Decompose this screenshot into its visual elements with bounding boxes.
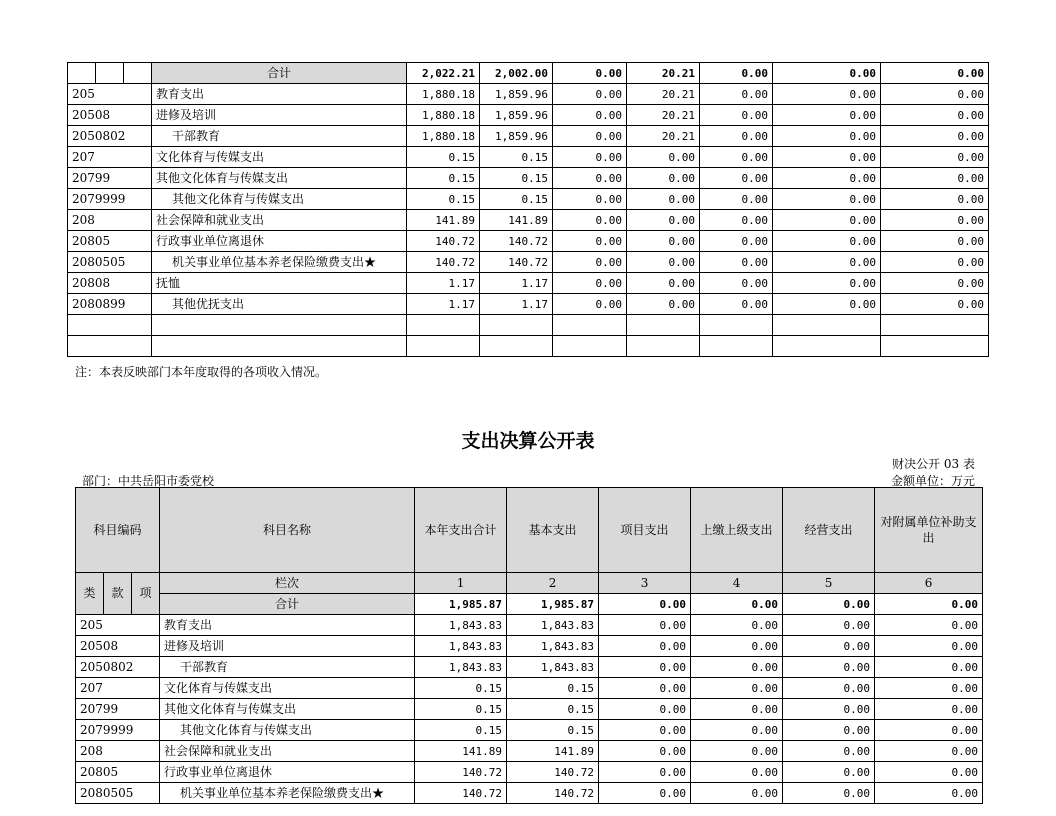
amount-cell: 1,859.96 [480, 84, 553, 105]
expenditure-total-value: 0.00 [783, 594, 875, 615]
empty-cell [553, 315, 627, 336]
header-row [76, 488, 983, 573]
income-row [68, 231, 989, 252]
amount-cell: 140.72 [415, 762, 507, 783]
empty-cell [700, 315, 773, 336]
subject-code: 207 [76, 678, 160, 699]
amount-cell: 0.00 [691, 783, 783, 804]
amount-cell: 0.00 [881, 168, 989, 189]
subject-name: 干部教育 [152, 126, 407, 147]
empty-row [68, 315, 989, 336]
income-row [68, 105, 989, 126]
amount-cell: 140.72 [407, 252, 480, 273]
header-col: 经营支出 [783, 488, 875, 573]
amount-cell: 0.00 [599, 678, 691, 699]
header-lei: 类 [76, 573, 104, 615]
empty-cell [68, 336, 152, 357]
subject-code: 2050802 [68, 126, 152, 147]
income-code-cell-xiang [124, 63, 152, 84]
amount-cell: 0.00 [783, 762, 875, 783]
subject-code: 205 [68, 84, 152, 105]
amount-cell: 0.00 [553, 252, 627, 273]
amount-cell: 0.00 [783, 741, 875, 762]
amount-cell: 0.00 [700, 84, 773, 105]
amount-cell: 0.00 [691, 741, 783, 762]
amount-cell: 1,859.96 [480, 126, 553, 147]
subject-name: 教育支出 [160, 615, 415, 636]
amount-cell: 0.15 [507, 678, 599, 699]
header-kuan: 款 [104, 573, 132, 615]
amount-cell: 141.89 [480, 210, 553, 231]
amount-cell: 0.00 [783, 720, 875, 741]
header-code: 科目编码 [76, 488, 160, 573]
subject-code: 2080899 [68, 294, 152, 315]
subject-code: 20805 [68, 231, 152, 252]
subject-code: 208 [68, 210, 152, 231]
subject-name: 其他优抚支出 [152, 294, 407, 315]
subject-code: 2080505 [68, 252, 152, 273]
amount-cell: 0.00 [700, 294, 773, 315]
subject-code: 207 [68, 147, 152, 168]
amount-cell: 1,843.83 [415, 657, 507, 678]
header-col: 对附属单位补助支出 [875, 488, 983, 573]
empty-cell [773, 315, 881, 336]
amount-cell: 0.00 [881, 147, 989, 168]
subject-name: 其他文化体育与传媒支出 [152, 168, 407, 189]
income-row [68, 294, 989, 315]
amount-cell: 0.00 [773, 294, 881, 315]
income-row [68, 273, 989, 294]
amount-cell: 0.00 [627, 273, 700, 294]
amount-cell: 1.17 [480, 273, 553, 294]
subject-name: 抚恤 [152, 273, 407, 294]
subject-code: 20808 [68, 273, 152, 294]
empty-cell [881, 336, 989, 357]
income-row [68, 147, 989, 168]
amount-cell: 0.00 [700, 231, 773, 252]
amount-cell: 1.17 [407, 294, 480, 315]
expenditure-total-value: 0.00 [875, 594, 983, 615]
income-row [68, 168, 989, 189]
subject-name: 机关事业单位基本养老保险缴费支出★ [160, 783, 415, 804]
subject-name: 其他文化体育与传媒支出 [160, 699, 415, 720]
amount-cell: 0.00 [875, 720, 983, 741]
subject-code: 20799 [68, 168, 152, 189]
subject-code: 2079999 [68, 189, 152, 210]
amount-cell: 0.00 [875, 615, 983, 636]
amount-cell: 0.00 [599, 720, 691, 741]
amount-cell: 141.89 [507, 741, 599, 762]
income-row [68, 84, 989, 105]
expenditure-total-value: 0.00 [599, 594, 691, 615]
amount-cell: 0.15 [407, 189, 480, 210]
income-table [67, 62, 989, 357]
amount-cell: 0.00 [783, 783, 875, 804]
amount-cell: 0.00 [881, 105, 989, 126]
subject-code: 208 [76, 741, 160, 762]
amount-cell: 0.00 [553, 210, 627, 231]
amount-cell: 1,880.18 [407, 126, 480, 147]
amount-cell: 1,880.18 [407, 105, 480, 126]
empty-cell [553, 336, 627, 357]
empty-cell [407, 315, 480, 336]
amount-cell: 1,843.83 [507, 657, 599, 678]
header-name: 科目名称 [160, 488, 415, 573]
subject-code: 2050802 [76, 657, 160, 678]
amount-cell: 1,880.18 [407, 84, 480, 105]
subject-name: 进修及培训 [160, 636, 415, 657]
income-total-value: 2,022.21 [407, 63, 480, 84]
expenditure-table [75, 487, 983, 804]
expenditure-table-body [76, 488, 983, 804]
amount-cell: 0.00 [691, 762, 783, 783]
amount-cell: 0.00 [700, 168, 773, 189]
header-col: 基本支出 [507, 488, 599, 573]
amount-cell: 1,843.83 [415, 615, 507, 636]
amount-cell: 0.00 [773, 252, 881, 273]
amount-cell: 0.00 [553, 231, 627, 252]
amount-cell: 0.00 [773, 105, 881, 126]
empty-cell [700, 336, 773, 357]
amount-cell: 0.00 [875, 657, 983, 678]
amount-cell: 0.00 [627, 147, 700, 168]
header-col: 项目支出 [599, 488, 691, 573]
amount-cell: 0.00 [691, 720, 783, 741]
amount-cell: 0.15 [507, 699, 599, 720]
amount-cell: 0.00 [627, 168, 700, 189]
amount-cell: 0.15 [480, 147, 553, 168]
amount-cell: 0.15 [415, 678, 507, 699]
income-total-value: 0.00 [700, 63, 773, 84]
income-total-value: 0.00 [553, 63, 627, 84]
empty-cell [627, 315, 700, 336]
amount-cell: 0.00 [553, 168, 627, 189]
amount-cell: 20.21 [627, 105, 700, 126]
amount-cell: 0.00 [881, 126, 989, 147]
income-total-value: 0.00 [773, 63, 881, 84]
amount-cell: 0.00 [700, 147, 773, 168]
subject-name: 进修及培训 [152, 105, 407, 126]
empty-cell [480, 315, 553, 336]
amount-cell: 0.00 [875, 762, 983, 783]
subject-code: 2079999 [76, 720, 160, 741]
amount-cell: 0.00 [691, 615, 783, 636]
amount-cell: 0.00 [691, 678, 783, 699]
amount-cell: 0.00 [627, 294, 700, 315]
amount-cell: 0.00 [881, 273, 989, 294]
expenditure-row [76, 678, 983, 699]
amount-cell: 0.00 [881, 231, 989, 252]
subject-code: 205 [76, 615, 160, 636]
subject-name: 社会保障和就业支出 [152, 210, 407, 231]
amount-cell: 0.00 [881, 294, 989, 315]
amount-cell: 0.00 [599, 741, 691, 762]
empty-row [68, 336, 989, 357]
amount-cell: 1,843.83 [507, 636, 599, 657]
income-code-cell-kuan [96, 63, 124, 84]
amount-cell: 0.00 [553, 84, 627, 105]
amount-cell: 140.72 [507, 783, 599, 804]
subject-code: 2080505 [76, 783, 160, 804]
amount-cell: 0.00 [553, 126, 627, 147]
empty-cell [68, 315, 152, 336]
amount-cell: 0.15 [480, 189, 553, 210]
income-total-value: 2,002.00 [480, 63, 553, 84]
empty-cell [627, 336, 700, 357]
amount-cell: 0.00 [875, 741, 983, 762]
income-total-value: 0.00 [881, 63, 989, 84]
amount-cell: 20.21 [627, 84, 700, 105]
empty-cell [773, 336, 881, 357]
amount-cell: 0.00 [700, 210, 773, 231]
empty-cell [152, 315, 407, 336]
expenditure-row [76, 720, 983, 741]
expenditure-total-value: 0.00 [691, 594, 783, 615]
amount-cell: 1,859.96 [480, 105, 553, 126]
expenditure-row [76, 699, 983, 720]
amount-cell: 0.00 [875, 783, 983, 804]
column-number: 3 [599, 573, 691, 594]
header-col: 本年支出合计 [415, 488, 507, 573]
amount-cell: 0.00 [875, 678, 983, 699]
expenditure-total-label: 合计 [160, 594, 415, 615]
amount-cell: 0.00 [700, 252, 773, 273]
expenditure-row [76, 636, 983, 657]
expenditure-total-row [76, 594, 983, 615]
amount-cell: 0.00 [691, 699, 783, 720]
amount-cell: 0.00 [783, 699, 875, 720]
income-table-body [68, 63, 989, 357]
amount-cell: 0.00 [700, 189, 773, 210]
amount-cell: 0.00 [875, 699, 983, 720]
amount-cell: 140.72 [407, 231, 480, 252]
header-col: 上缴上级支出 [691, 488, 783, 573]
table-note: 注：本表反映部门本年度取得的各项收入情况。 [75, 365, 328, 379]
amount-cell: 0.00 [627, 231, 700, 252]
amount-cell: 0.00 [773, 84, 881, 105]
amount-cell: 0.00 [599, 636, 691, 657]
amount-cell: 0.00 [599, 762, 691, 783]
expenditure-row [76, 741, 983, 762]
amount-cell: 1,843.83 [415, 636, 507, 657]
amount-cell: 1.17 [407, 273, 480, 294]
amount-cell: 0.15 [407, 168, 480, 189]
column-number: 4 [691, 573, 783, 594]
amount-cell: 0.00 [553, 105, 627, 126]
subject-code: 20799 [76, 699, 160, 720]
subject-name: 文化体育与传媒支出 [152, 147, 407, 168]
column-number: 2 [507, 573, 599, 594]
amount-cell: 0.00 [599, 783, 691, 804]
amount-cell: 0.00 [881, 252, 989, 273]
amount-cell: 0.00 [773, 210, 881, 231]
expenditure-row [76, 762, 983, 783]
amount-cell: 0.00 [627, 189, 700, 210]
income-row [68, 126, 989, 147]
amount-cell: 0.00 [773, 189, 881, 210]
header-xiang: 项 [132, 573, 160, 615]
department-label: 部门：中共岳阳市委党校 [82, 474, 215, 488]
subject-code: 20508 [68, 105, 152, 126]
amount-cell: 0.00 [700, 126, 773, 147]
amount-cell: 0.00 [553, 294, 627, 315]
amount-cell: 0.00 [783, 636, 875, 657]
form-number: 财决公开 03 表 [892, 457, 975, 471]
subject-code: 20508 [76, 636, 160, 657]
amount-cell: 0.00 [700, 273, 773, 294]
amount-cell: 0.00 [553, 273, 627, 294]
amount-cell: 0.15 [415, 720, 507, 741]
subject-name: 其他文化体育与传媒支出 [152, 189, 407, 210]
amount-cell: 0.00 [627, 210, 700, 231]
unit-label: 金额单位：万元 [890, 474, 975, 488]
amount-cell: 141.89 [407, 210, 480, 231]
income-total-label: 合计 [152, 63, 407, 84]
amount-cell: 0.00 [773, 231, 881, 252]
amount-cell: 140.72 [480, 252, 553, 273]
column-number-row [76, 573, 983, 594]
amount-cell: 0.00 [700, 105, 773, 126]
amount-cell: 1,843.83 [507, 615, 599, 636]
amount-cell: 20.21 [627, 126, 700, 147]
page-title: 支出决算公开表 [461, 430, 595, 452]
column-number: 5 [783, 573, 875, 594]
amount-cell: 0.00 [599, 657, 691, 678]
amount-cell: 0.00 [691, 657, 783, 678]
amount-cell: 0.15 [507, 720, 599, 741]
amount-cell: 140.72 [480, 231, 553, 252]
amount-cell: 0.00 [691, 636, 783, 657]
expenditure-row [76, 615, 983, 636]
amount-cell: 0.00 [599, 699, 691, 720]
amount-cell: 0.00 [783, 615, 875, 636]
amount-cell: 0.00 [773, 126, 881, 147]
subject-name: 其他文化体育与传媒支出 [160, 720, 415, 741]
amount-cell: 0.00 [773, 147, 881, 168]
amount-cell: 0.00 [553, 147, 627, 168]
subject-code: 20805 [76, 762, 160, 783]
subject-name: 干部教育 [160, 657, 415, 678]
expenditure-total-value: 1,985.87 [507, 594, 599, 615]
column-number-label: 栏次 [160, 573, 415, 594]
amount-cell: 0.00 [881, 189, 989, 210]
amount-cell: 0.15 [480, 168, 553, 189]
amount-cell: 1.17 [480, 294, 553, 315]
amount-cell: 0.00 [881, 210, 989, 231]
amount-cell: 140.72 [415, 783, 507, 804]
income-total-value: 20.21 [627, 63, 700, 84]
subject-name: 行政事业单位离退休 [160, 762, 415, 783]
subject-name: 机关事业单位基本养老保险缴费支出★ [152, 252, 407, 273]
amount-cell: 0.00 [783, 657, 875, 678]
subject-name: 文化体育与传媒支出 [160, 678, 415, 699]
amount-cell: 0.00 [783, 678, 875, 699]
expenditure-row [76, 657, 983, 678]
amount-cell: 140.72 [507, 762, 599, 783]
amount-cell: 0.00 [773, 168, 881, 189]
empty-cell [881, 315, 989, 336]
amount-cell: 0.00 [599, 615, 691, 636]
amount-cell: 141.89 [415, 741, 507, 762]
empty-cell [152, 336, 407, 357]
empty-cell [407, 336, 480, 357]
empty-cell [480, 336, 553, 357]
expenditure-row [76, 783, 983, 804]
amount-cell: 0.00 [881, 84, 989, 105]
amount-cell: 0.00 [773, 273, 881, 294]
amount-cell: 0.00 [553, 189, 627, 210]
amount-cell: 0.00 [627, 252, 700, 273]
income-row [68, 210, 989, 231]
column-number: 1 [415, 573, 507, 594]
subject-name: 行政事业单位离退休 [152, 231, 407, 252]
income-code-cell-lei [68, 63, 96, 84]
income-total-row [68, 63, 989, 84]
expenditure-total-value: 1,985.87 [415, 594, 507, 615]
amount-cell: 0.15 [415, 699, 507, 720]
subject-name: 社会保障和就业支出 [160, 741, 415, 762]
column-number: 6 [875, 573, 983, 594]
income-row [68, 189, 989, 210]
income-row [68, 252, 989, 273]
amount-cell: 0.15 [407, 147, 480, 168]
amount-cell: 0.00 [875, 636, 983, 657]
subject-name: 教育支出 [152, 84, 407, 105]
